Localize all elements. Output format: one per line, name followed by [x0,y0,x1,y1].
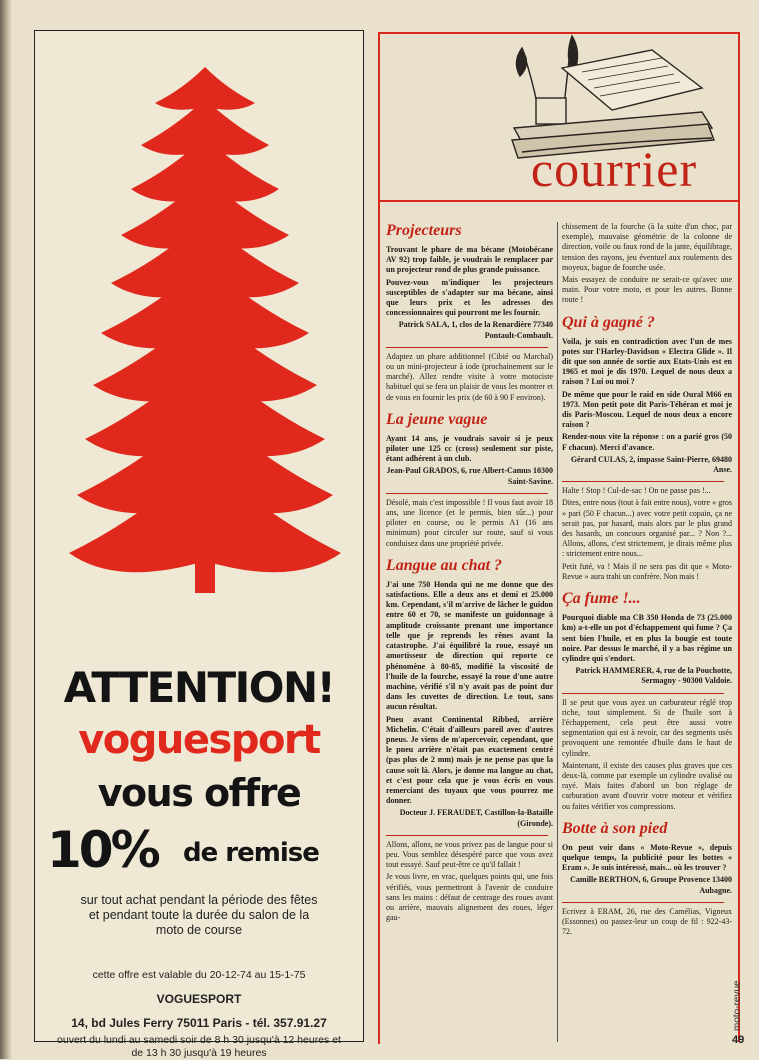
frame-left-rule [378,32,380,1044]
letter-heading-jeune-vague: La jeune vague [386,410,488,428]
ad-validity: cette offre est valable du 20-12-74 au 15-1-75 [92,969,306,981]
letter-text: On peut voir dans « Moto-Revue », depuis quelque temps, la publicité pour les bottes « Eram ». Je suis intéressé, mais... où les trouver ? [562,842,732,873]
reply-text: Mais essayez de conduire ne serait-ce qu'avec une main. Pour votre moto, et pour les autres. Bonne route ! [562,275,732,305]
letter-text: Voila, je suis en contradiction avec l'un de mes potes sur l'Harley-Davidson « Electra Glide ». Il dit que son année de sortie aux Etats-Unis est en 1965 et moi je dis 1970. Lequel de nous deux a raison ? Lui ou moi ? [562,336,732,387]
ad-company-name: VOGUESPORT [156,992,242,1006]
voguesport-advertisement [34,30,364,1059]
reply-text: Halte ! Stop ! Cul-de-sac ! On ne passe pas !... [562,486,711,496]
frame-right-rule [738,32,740,1042]
letters-column-2 [562,222,732,1048]
letter-text: Trouvant le phare de ma bécane (Motobécane AV 92) trop faible, je voudrais le remplacer par un projecteur rond de plus grande puissance. [386,245,553,275]
ad-headline: ATTENTION! [63,663,335,712]
ad-address: 14, bd Jules Ferry 75011 Paris - tél. 357.91.27 [71,1016,327,1030]
reply-text: Il se peut que vous ayez un carburateur réglé trop riche, tout simplement. Si de l'huile sort à l'échappement, cela peut être aussi votre segmentation qui est à revoir, car des segments usés provoquent une remontée d'huile dans le haut de cylindre. [562,697,732,758]
letter-text: J'ai une 750 Honda qui ne me donne que des satisfactions. Elle a deux ans et demi et 25.000 km. Cependant, s'il m'arrive de lâcher le guidon entre 60 et 70, se manifeste un guidonnage à amplitude croissante prenant une importance telle que je reprends les rênes avant la catastrophe. J'ai équilibré la roue, essayé un amortisseur de direction qui reporte ce phénomène à 80-85, modifié la viscosité de l'huile de la fourche, essayé la roue d'une autre machine, vérifié s'il n'y avait pas de point dur dans les cuvettes de direction. Le tout, sans aucun résultat. [386,579,553,712]
letter-text: Pourquoi diable ma CB 350 Honda de 73 (25.000 km) a-t-elle un pot d'échappement qui fume ? Ça sent bien l'huile, et en plus la bougie est toute noire. Par dessus le marché, il y a bas régime un cylindre qui s'endort. [562,613,732,663]
letter-signature: Gérard CULAS, 2, impasse Saint-Pierre, 69480 Anse. [570,454,732,475]
page-number: 49 [732,1034,745,1046]
reply-text: Adaptez un phare additionnel (Cibié ou Marchal) ou un mini-projecteur à iode (prochainement sur le marché). Allez rendre visite à votre motociste habituel qui se fera un plaisir de vous les montrer et de vous en fournir les prix (de 60 à 90 F environ). [386,351,553,402]
separator [562,693,724,694]
separator [386,835,548,836]
ad-discount-label: de remise [183,838,319,868]
separator [386,347,548,348]
letter-heading-ca-fume: Ça fume !... [562,590,641,608]
letter-heading-botte-a-son-pied: Botte à son pied [562,819,668,837]
reply-text: Petit futé, va ! Mais il ne sera pas dit que « Moto-Revue » aura trahi un confrère. Non mais ! [562,561,732,581]
ad-brand-name: voguesport [78,717,320,763]
reply-text: Désolé, mais c'est impossible ! Il vous faut avoir 18 ans, une licence (et le permis, bien sûr...) pour piloter en course, ou le permis A1 (16 ans minimum) pour circuler sur route, sauf si vous conduisez dans une propriété privée. [386,497,553,548]
reply-text: Allons, allons, ne vous privez pas de langue pour si peu. Vous semblez désespéré parce que vous avez tout essayé. Sauf peut-être ce qu'il fallait ! [386,839,553,870]
letter-text: De même que pour le raid en side Oural M66 en 1973. Mon petit pote dit Paris-Téhéran et moi je dis Paris-Moscou. Lequel de nous deux a encore raison ? [562,389,732,430]
page-binding [0,0,12,1059]
reply-text: chissement de la fourche (à la suite d'un choc, par exemple), mauvaise géométrie de la colonne de direction, voile ou faux rond de la jante, équilibrage, tension des rayons, jeu éventuel aux roulements des moyeux, bague de fourche usée. [562,222,732,272]
ad-discount-percent: 10% [47,821,158,879]
magazine-name-vertical: moto-revue [732,980,743,1032]
letter-text: Rendez-nous vite la réponse : on a parié gros (50 F chacun). Merci d'avance. [562,432,732,452]
letter-signature: Camille BERTHON, 6, Groupe Provence 13400 Aubagne. [570,875,732,895]
letters-column-1 [386,222,553,1022]
letter-text: Ayant 14 ans, je voudrais savoir si je peux piloter une 125 cc (cross) seulement sur piste, étant adhérent à un club. [386,433,553,464]
reply-text: Maintenant, il existe des causes plus graves que ces deux-là, comme par exemple un cylindre ovalisé ou rayé. Mais faites d'abord un bon réglage de carburation avant d'ouvrir votre moteur et vérifiez ou faites vérifier vos compressions. [562,760,732,811]
reply-text: Je vous livre, en vrac, quelques points qui, une fois vérifiés, vous permettront à l'avenir de conduire sans les mains : défaut de centrage des roues avant ou arrière, mauvais alignement des roues, léger gau- [386,872,553,923]
letter-heading-projecteurs: Projecteurs [386,222,462,239]
separator [386,493,548,494]
reply-text: Ecrivez à ERAM, 26, rue des Camélias, Vigneux (Essonnes) ou passez-leur un coup de fil : 922-43-72. [562,906,732,937]
letter-signature: Docteur J. FERAUDET, Castillon-la-Bataille (Gironde). [399,808,553,828]
letter-heading-langue-au-chat: Langue au chat ? [386,556,503,574]
ad-opening-hours: ouvert du lundi au samedi soir de 8 h 30 jusqu'à 12 heures et de 13 h 30 jusqu'à 19 heures [57,1034,341,1059]
section-title: courrier [530,141,698,197]
letter-signature: Patrick HAMMERER, 4, rue de la Pouchotte, Sermagny - 90300 Valdoie. [575,666,732,686]
letter-heading-qui-a-gagne: Qui à gagné ? [562,313,655,331]
letter-signature: Patrick SALA, 1, clos de la Renardière 77340 Pontault-Combault. [398,320,553,340]
ad-conditions: sur tout achat pendant la période des fêtes et pendant toute la durée du salon de la moto de course [80,893,318,937]
reply-text: Dites, entre nous (tout à fait entre nous), votre « gros » pari (50 F chacun...) avec votre petit copain, ça ne serait pas, par hasard, mais alors par le plus grand des hasards, un concours organisé par... ? Non ?... Allons, allons, c'est strictement, je dirais même plus : strictement entre nous... [562,498,732,559]
letter-text: Pneu avant Continental Ribbed, arrière Michelin. C'était d'ailleurs pareil avec d'autres pneus. Je viens de m'apercevoir, cependant, que le pneu arrière n'était pas exactement centré (pas plus de 2 mm) mais je ne pense pas que la cause soit là. Alors, je donne ma langue au chat, et c'est pour cela que je vous écris en vous remerciant des tuyaux que vous pourrez me donner. [386,714,553,806]
masthead-rule [380,200,738,202]
ad-offer-text: vous offre [97,771,301,815]
letter-signature: Jean-Paul GRADOS, 6, rue Albert-Camus 10300 Saint-Savine. [386,466,553,486]
letter-text: Pouvez-vous m'indiquer les projecteurs susceptibles de s'adapter sur ma bécane, ainsi que leurs prix et les adresses des concessionnaires qui pourront me les fournir. [386,277,553,318]
christmas-tree-illustration [55,59,355,619]
column-divider [557,222,558,1042]
separator [562,902,724,903]
separator [562,481,724,482]
